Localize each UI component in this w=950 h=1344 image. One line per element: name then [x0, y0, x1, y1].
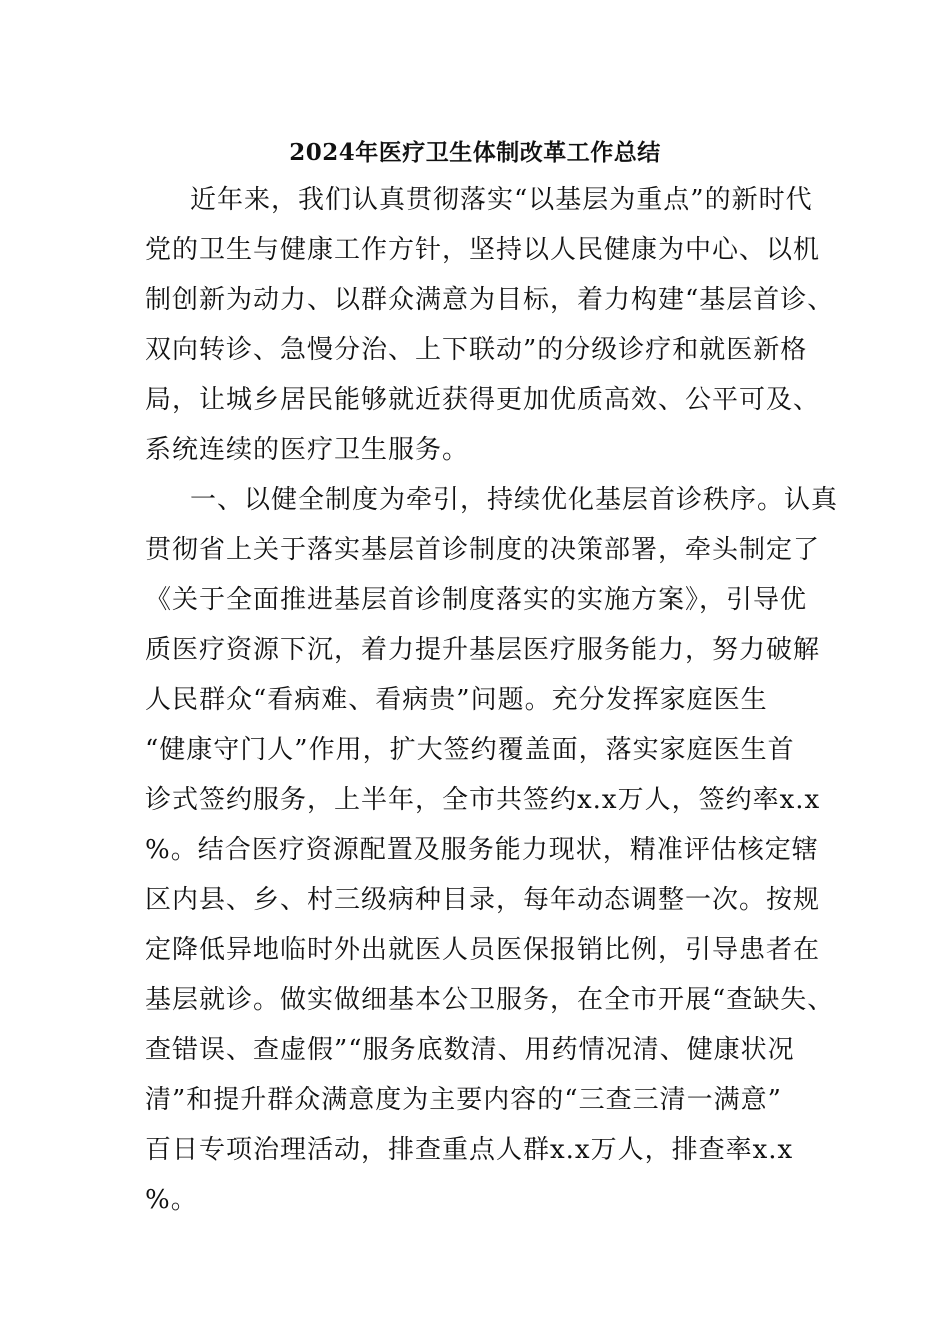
paragraph-2-line-2: 贯彻省上关于落实基层首诊制度的决策部署，牵头制定了: [145, 535, 821, 565]
paragraph-1-line-6: 系统连续的医疗卫生服务。: [145, 435, 470, 465]
document-title: 2024年医疗卫生体制改革工作总结: [289, 139, 661, 166]
paragraph-2-line-12: 查错误、查虚假”“服务底数清、用药情况清、健康状况: [145, 1035, 795, 1065]
paragraph-2-line-11: 基层就诊。做实做细基本公卫服务，在全市开展“查缺失、: [145, 985, 835, 1015]
paragraph-1-line-4: 双向转诊、急慢分治、上下联动”的分级诊疗和就医新格: [145, 335, 808, 365]
paragraph-2-line-8: %。结合医疗资源配置及服务能力现状，精准评估核定辖: [145, 835, 819, 865]
paragraph-1-line-1: 近年来，我们认真贯彻落实“以基层为重点”的新时代: [190, 185, 813, 215]
paragraph-2-line-13: 清”和提升群众满意度为主要内容的“三查三清一满意”: [145, 1085, 782, 1115]
paragraph-2-line-14: 百日专项治理活动，排查重点人群x.x万人，排查率x.x: [145, 1135, 794, 1165]
paragraph-2-line-6: “健康守门人”作用，扩大签约覆盖面，落实家庭医生首: [145, 735, 795, 765]
paragraph-1-line-5: 局，让城乡居民能够就近获得更加优质高效、公平可及、: [145, 385, 821, 415]
paragraph-1-line-2: 党的卫生与健康工作方针，坚持以人民健康为中心、以机: [145, 235, 821, 265]
paragraph-2-line-3: 《关于全面推进基层首诊制度落实的实施方案》，引导优: [145, 585, 808, 615]
paragraph-1-line-3: 制创新为动力、以群众满意为目标，着力构建“基层首诊、: [145, 285, 835, 315]
paragraph-2-line-5: 人民群众“看病难、看病贵”问题。充分发挥家庭医生: [145, 685, 768, 715]
paragraph-2-line-9: 区内县、乡、村三级病种目录，每年动态调整一次。按规: [145, 885, 821, 915]
paragraph-2-line-10: 定降低异地临时外出就医人员医保报销比例，引导患者在: [145, 935, 821, 965]
paragraph-2-line-7: 诊式签约服务，上半年，全市共签约x.x万人，签约率x.x: [145, 785, 821, 815]
paragraph-2-line-4: 质医疗资源下沉，着力提升基层医疗服务能力，努力破解: [145, 635, 821, 665]
paragraph-2-line-1: 一、以健全制度为牵引，持续优化基层首诊秩序。认真: [190, 485, 839, 515]
paragraph-2-line-15: %。: [145, 1185, 198, 1215]
